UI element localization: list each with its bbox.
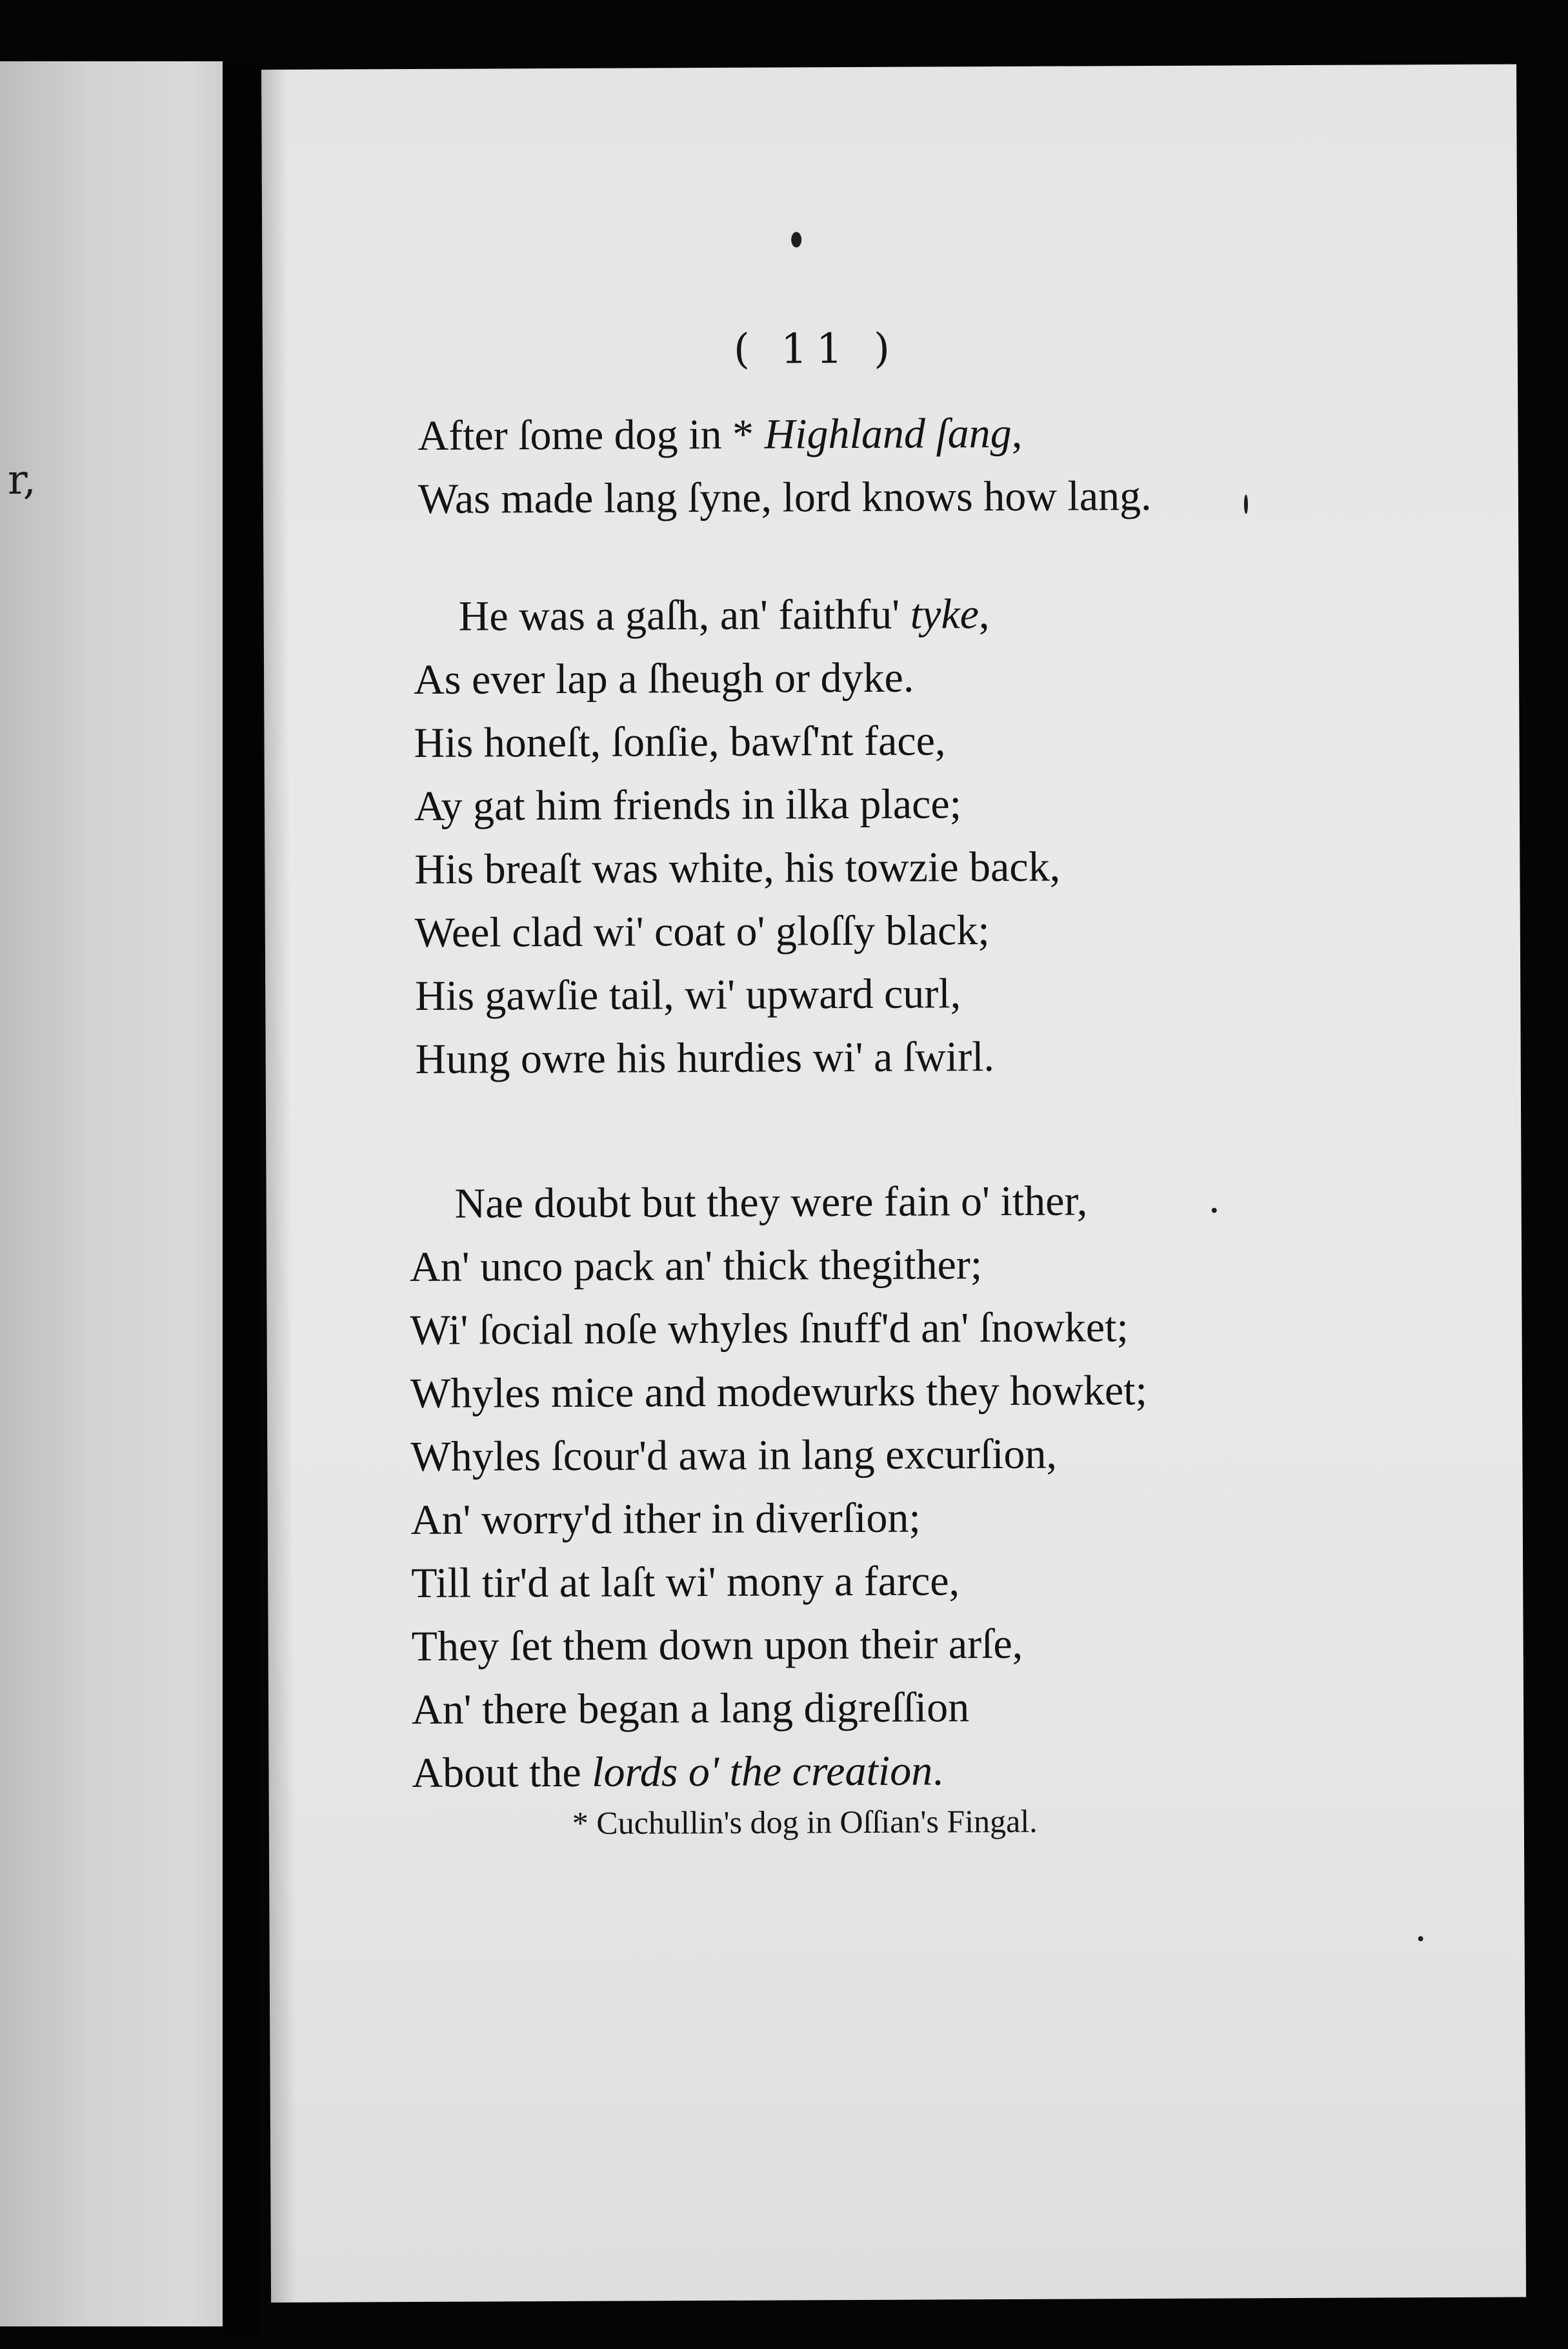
verse-text: His honeſt, ſonſie, bawſ'nt face, [414,717,946,767]
verse-line [415,960,1568,1028]
verse-line [410,1420,1568,1489]
scan-speck [1418,1936,1423,1941]
scan-speck [1212,1208,1217,1213]
verse-italic-text: tyke [910,590,980,638]
verse-line [412,1737,1568,1805]
verse-text: An' there began a lang digreſſion [411,1684,970,1734]
verse-text: An' worry'd ither in diverſion; [410,1494,921,1544]
verse-line [418,463,1568,531]
verse-text: He was a gaſh, an' faithfu' [458,590,910,640]
left-page-text-fragment: r, [8,456,36,504]
left-page-edge [0,61,223,2326]
verse-text: Ay gat him friends in ilka place; [414,780,962,830]
verse-text: Nae doubt but they were fain o' ither, [454,1177,1088,1227]
page-shadow [261,70,297,2303]
verse-text: As ever lap a ſheugh or dyke. [413,654,914,703]
right-page [261,65,1526,2303]
scan-speck [791,232,801,247]
verse-text: Whyles ſcour'd awa in lang excurſion, [410,1430,1058,1481]
book-gutter [223,58,261,2336]
verse-line [415,896,1568,965]
verse-text: They ſet them down upon their arſe, [411,1620,1023,1671]
verse-line [410,1357,1568,1426]
verse-line [415,1023,1568,1091]
verse-text: , [978,590,990,638]
verse-text: Whyles mice and modewurks they howket; [410,1367,1147,1418]
verse-line [410,1231,1568,1299]
scan-speck [1244,494,1248,514]
verse-text: Hung owre his hurdies wi' a ſwirl. [415,1033,995,1083]
verse-text: , [1011,409,1023,457]
verse-italic-text: lords o' the creation [591,1747,933,1796]
verse-text: His gawſie tail, wi' upward curl, [415,970,961,1020]
stanza-1 [417,399,1568,531]
verse-line [414,643,1568,712]
verse-line [411,1484,1568,1552]
verse-line [411,1547,1568,1615]
verse-text: His breaſt was white, his towzie back, [414,843,1061,893]
stanza-2 [413,580,1568,1091]
verse-line [409,1167,1568,1236]
verse-italic-text: Highland ſang [764,409,1012,458]
page-number: ( 11 ) [733,325,900,374]
verse-line [414,770,1568,838]
verse-line [417,399,1568,468]
verse-text: Was made lang ſyne, lord knows how lang. [417,472,1152,523]
verse-text: About the [412,1748,592,1797]
verse-text: Till tir'd at laſt wi' mony a farce, [411,1557,960,1608]
verse-text: Weel clad wi' coat o' gloſſy black; [414,907,990,956]
verse-line [410,1294,1568,1362]
verse-text: Wi' ſocial noſe whyles ſnuff'd an' ſnowket; [410,1304,1129,1355]
verse-line [414,707,1568,775]
verse-text: After ſome dog in * [417,410,765,459]
verse-line [411,1610,1568,1679]
verse-line [413,580,1568,649]
footnote: * Cuchullin's dog in Oſſian's Fingal. [572,1802,1038,1841]
verse-line [414,833,1568,902]
verse-text: . [932,1747,943,1795]
verse-text: An' unco pack an' thick thegither; [409,1241,983,1291]
stanza-3 [409,1167,1568,1805]
verse-line [412,1673,1568,1742]
